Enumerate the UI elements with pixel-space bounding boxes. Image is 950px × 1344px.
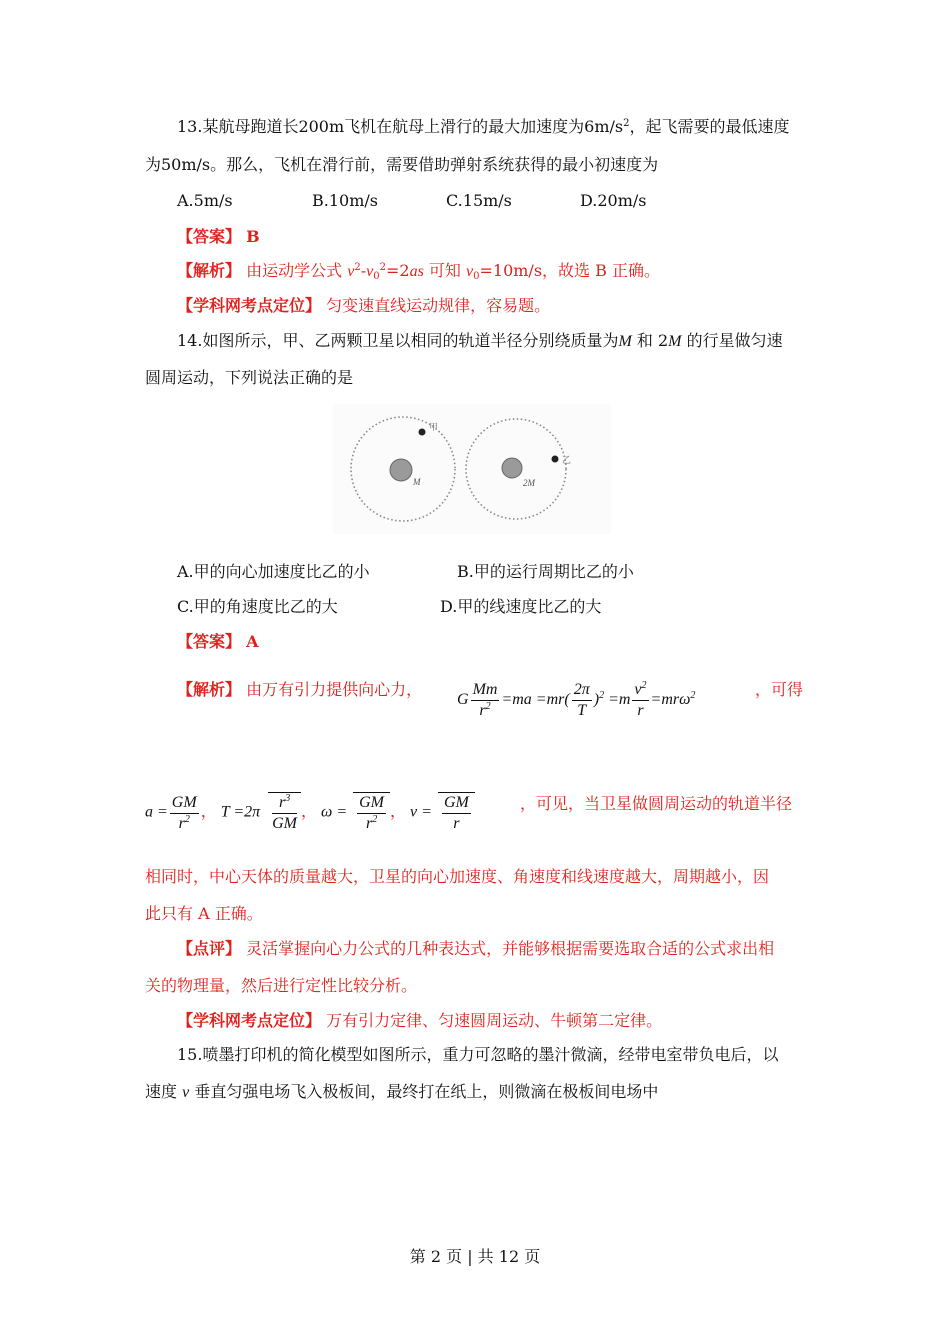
- q14-analysis-line3: 相同时，中心天体的质量越大，卫星的向心加速度、角速度和线速度越大，周期越小，因: [145, 867, 770, 886]
- q14-stem-line1: 14.如图所示，甲、乙两颗卫星以相同的轨道半径分别绕质量为M 和 2M 的行星做匀速: [177, 331, 783, 350]
- planet-right-label: 2M: [523, 478, 535, 488]
- q14-option-a: A.甲的向心加速度比乙的小: [177, 562, 370, 581]
- q15-stem-line2: 速度 v 垂直匀强电场飞入极板间，最终打在纸上，则微滴在极板间电场中: [145, 1082, 659, 1101]
- satellite-left: [419, 429, 426, 436]
- q14-analysis-intro: 【解析】 由万有引力提供向心力，: [177, 680, 423, 699]
- derived-formulas: a = $\frac{GM}{r^2}$ ， T =2π $\frac{r^3}{GM}$ ， ω = $\frac{GM}{r^2}$ ， v = $\frac{GM}{r}$: [145, 792, 475, 834]
- q14-analysis-conclusion: ，可见，当卫星做圆周运动的轨道半径: [520, 794, 793, 813]
- q13-knowledge-point: 【学科网考点定位】 匀变速直线运动规律，容易题。: [177, 296, 551, 315]
- q14-comment-line2: 关的物理量，然后进行定性比较分析。: [145, 976, 418, 995]
- planet-right: [502, 458, 522, 478]
- q15-stem-line1: 15.喷墨打印机的简化模型如图所示，重力可忽略的墨汁微滴，经带电室带负电后，以: [177, 1045, 779, 1064]
- q13-analysis: 【解析】 由运动学公式 $v^2-v_0^2=2as$ 可知 $v_0=10m/s$，故选 B 正确。: [177, 261, 660, 282]
- orbit-figure: [333, 404, 611, 534]
- q14-option-d: D.甲的线速度比乙的大: [440, 597, 602, 616]
- q14-stem-line2: 圆周运动，下列说法正确的是: [145, 368, 354, 387]
- q14-option-b: B.甲的运行周期比乙的小: [457, 562, 634, 581]
- satellite-right: [552, 456, 559, 463]
- satellite-right-label: 乙: [562, 456, 572, 466]
- q13-stem-line1: 13.某航母跑道长200m飞机在航母上滑行的最大加速度为$6m/s^2$，起飞需要的最低速度: [177, 117, 790, 136]
- q14-answer: 【答案】 A: [177, 632, 259, 651]
- q13-option-b: B.10m/s: [312, 191, 378, 210]
- planet-left: [390, 459, 412, 481]
- q13-stem-line2: 为50m/s。那么，飞机在滑行前，需要借助弹射系统获得的最小初速度为: [145, 155, 659, 174]
- q14-analysis-line4: 此只有 A 正确。: [145, 904, 263, 923]
- q14-option-c: C.甲的角速度比乙的大: [177, 597, 338, 616]
- q13-option-a: A.5m/s: [177, 191, 233, 210]
- q13-option-c: C.15m/s: [446, 191, 512, 210]
- q14-knowledge-point: 【学科网考点定位】 万有引力定律、匀速圆周运动、牛顿第二定律。: [177, 1011, 663, 1030]
- centripetal-formula: G $\frac{Mm}{r^2}$ =ma =mr( $\frac{2\pi}{T}$ )$^2$ =m $\frac{v^2}{r}$ =mrω$^2$: [457, 680, 696, 719]
- page-footer: 第 2 页 | 共 12 页: [409, 1247, 541, 1266]
- q14-analysis-result-word: ，可得: [755, 680, 804, 699]
- q13-answer: 【答案】 B: [177, 227, 260, 246]
- q13-option-d: D.20m/s: [580, 191, 647, 210]
- planet-left-label: M: [413, 477, 421, 487]
- satellite-left-label: 甲: [429, 423, 439, 433]
- q14-comment-line1: 【点评】 灵活掌握向心力公式的几种表达式，并能够根据需要选取合适的公式求出相: [177, 939, 775, 958]
